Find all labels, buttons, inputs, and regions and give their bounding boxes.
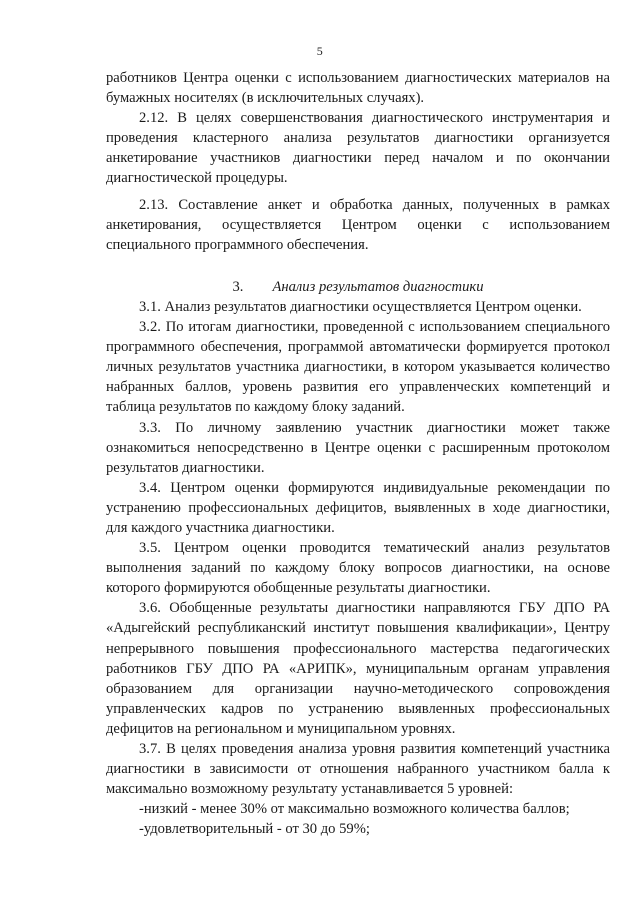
paragraph-3-2: 3.2. По итогам диагностики, проведенной с использованием специального программного обеспечения, программой автоматически формируется протокол личных результатов участника диагностики, в котором указывается количество набранных баллов, уровень развития его управленческих компетенций и таблица результатов по каждому блоку заданий. — [106, 319, 610, 416]
paragraph-2-12: 2.12. В целях совершенствования диагностического инструментария и проведения кластерного анализа результатов диагностики организуется анкетирование участников диагностики перед началом и по окончании диагностической процедуры. — [106, 110, 610, 187]
paragraph-3-6: 3.6. Обобщенные результаты диагностики направляются ГБУ ДПО РА «Адыгейский республиканский институт повышения квалификации», Центру непрерывного повышения профессионального мастерства педагогических работников ГБУ ДПО РА «АРИПК», муниципальным органам управления образованием для организации научно-методического сопровождения управленческих кадров по устранению выявленных профессиональных дефицитов на региональном и муниципальном уровнях. — [106, 600, 610, 737]
paragraph-3-4: 3.4. Центром оценки формируются индивидуальные рекомендации по устранению профессиональных дефицитов, выявленных в ходе диагностики, для каждого участника диагностики. — [106, 479, 610, 536]
paragraph-3-1: 3.1. Анализ результатов диагностики осуществляется Центром оценки. — [139, 298, 582, 315]
paragraph-continuation: работников Центра оценки с использованием диагностических материалов на бумажных носителях (в исключительных случаях). — [106, 70, 610, 107]
paragraph-3-7: 3.7. В целях проведения анализа уровня развития компетенций участника диагностики в зависимости от отношения набранного участником балла к максимально возможному результату устанавливается 5 уровней: — [106, 741, 610, 798]
paragraph-3-5: 3.5. Центром оценки проводится тематический анализ результатов выполнения заданий по каждому блоку вопросов диагностики, на основе которого формируются обобщенные результаты диагностики. — [106, 540, 610, 597]
document-body — [106, 68, 610, 839]
paragraph-2-13: 2.13. Составление анкет и обработка данных, полученных в рамках анкетирования, осуществляется Центром оценки с использованием специального программного обеспечения. — [106, 196, 610, 253]
page-number: 5 — [316, 44, 324, 58]
section-number: 3. — [232, 278, 244, 295]
level-item-satisfactory: -удовлетворительный - от 30 до 59%; — [139, 821, 370, 838]
section-heading — [106, 277, 610, 297]
paragraph-3-3: 3.3. По личному заявлению участник диагностики может также ознакомиться непосредственно в Центре оценки с расширенным протоколом результатов диагностики. — [106, 419, 610, 476]
section-title: Анализ результатов диагностики — [272, 278, 484, 295]
level-item-low: -низкий - менее 30% от максимально возможного количества баллов; — [139, 801, 570, 818]
